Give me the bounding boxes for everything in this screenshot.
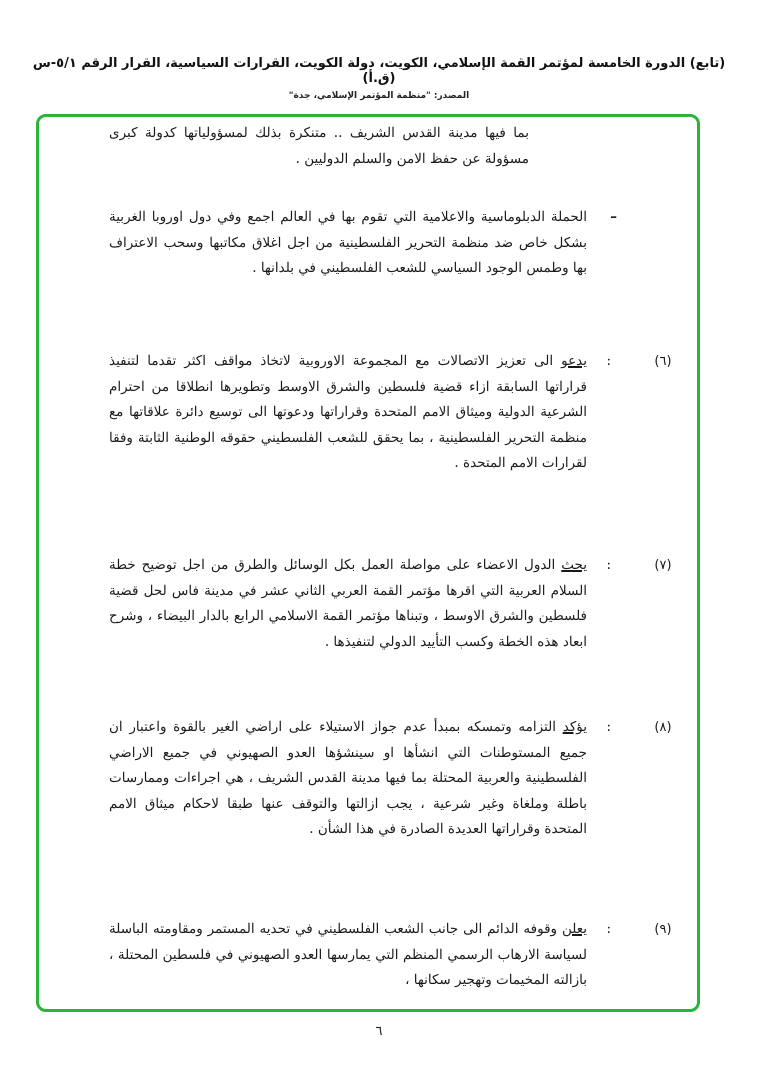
clause-text: [109, 715, 587, 843]
clause-colon: :: [606, 921, 611, 937]
clause-number: (٩): [654, 922, 672, 937]
clause-text: [109, 917, 587, 994]
clause-body: التزامه وتمسكه بمبدأ عدم جواز الاستيلاء على اراضي الغير بالقوة واعتبار ان جميع المستوطنات التي انشأها او سينشؤها العدو الصهيوني في جميع الاراضي الفلسطينية والعربية المحتلة بما فيها مدينة القدس الشريف ، هي اجراءات وممارسات باطلة وملغاة وغير شرعية ، يجب ازالتها والتوقف عنها طبقا لاحكام ميثاق الامم المتحدة وقراراتها العديدة الصادرة في هذا الشأن .: [109, 719, 587, 837]
page-number: ٦: [375, 1024, 383, 1039]
clause-number: (٧): [654, 558, 672, 573]
clause-number: (٨): [654, 720, 672, 735]
highlight-frame: [36, 114, 700, 1012]
document-body: [39, 117, 697, 1009]
clause-colon: :: [606, 353, 611, 369]
clause-verb: يعلن: [561, 921, 587, 937]
clause-verb: يؤكد: [562, 719, 587, 735]
clause-number: (٦): [654, 354, 672, 369]
bullet-dash: –: [610, 209, 617, 225]
clause-6: [109, 349, 672, 477]
clause-7: [109, 553, 672, 655]
clause-text: [109, 553, 587, 655]
continuation-paragraph: بما فيها مدينة القدس الشريف .. متنكرة بذلك لمسؤولياتها كدولة كبرى مسؤولة عن حفظ الامن والسلم الدوليين .: [109, 125, 529, 167]
clause-verb: يدعو: [561, 353, 587, 369]
header-source: المصدر: "منظمة المؤتمر الإسلامي، جدة": [288, 91, 470, 101]
clause-9: [109, 917, 672, 994]
header-title: (تابع) الدورة الخامسة لمؤتمر القمة الإسلامي، الكويت، دولة الكويت، القرارات السياسية، القرار الرقم ٥/١-س (ق.أ): [32, 56, 726, 86]
clause-body: وقوفه الدائم الى جانب الشعب الفلسطيني في تحديه المستمر ومقاومته الباسلة لسياسة الارهاب الرسمي المنظم التي يمارسها العدو الصهيوني في فلسطين المحتلة ، بازالته المخيمات وتهجير سكانها ،: [109, 921, 587, 988]
clause-8: [109, 715, 672, 843]
bullet-item: [109, 205, 617, 282]
clause-body: الى تعزيز الاتصالات مع المجموعة الاوروبية لاتخاذ مواقف اكثر تقدما لتنفيذ قراراتها السابقة ازاء قضية فلسطين والشرق الاوسط وتطويرها انطلاقا من احترام الشرعية الدولية وميثاق الامم المتحدة وقراراتها ودعوتها الى توسيع دائرة علاقاتها مع منظمة التحرير الفلسطينية ، بما يحقق للشعب الفلسطيني حقوقه الوطنية الثابتة وفقا لقرارات الامم المتحدة .: [109, 353, 587, 471]
clause-colon: :: [606, 557, 611, 573]
bullet-text: الحملة الدبلوماسية والاعلامية التي تقوم بها في العالم اجمع وفي دول اوروبا الغربية بشكل خاص ضد منظمة التحرير الفلسطينية من اجل اغلاق مكاتبها وسحب الاعتراف بها وطمس الوجود السياسي للشعب الفلسطيني في بلدانها .: [109, 209, 587, 276]
clause-text: [109, 349, 587, 477]
clause-colon: :: [606, 719, 611, 735]
clause-body: الدول الاعضاء على مواصلة العمل بكل الوسائل والطرق من اجل توضيح خطة السلام العربية التي اقرها مؤتمر القمة العربي الثاني عشر في مدينة فاس لحل قضية فلسطين والشرق الاوسط ، وتبناها مؤتمر القمة الاسلامي الرابع بالدار البيضاء ، وشرح ابعاد هذه الخطة وكسب التأييد الدولي لتنفيذها .: [109, 557, 587, 650]
document-header: [30, 56, 728, 101]
clause-verb: يحث: [561, 557, 587, 573]
